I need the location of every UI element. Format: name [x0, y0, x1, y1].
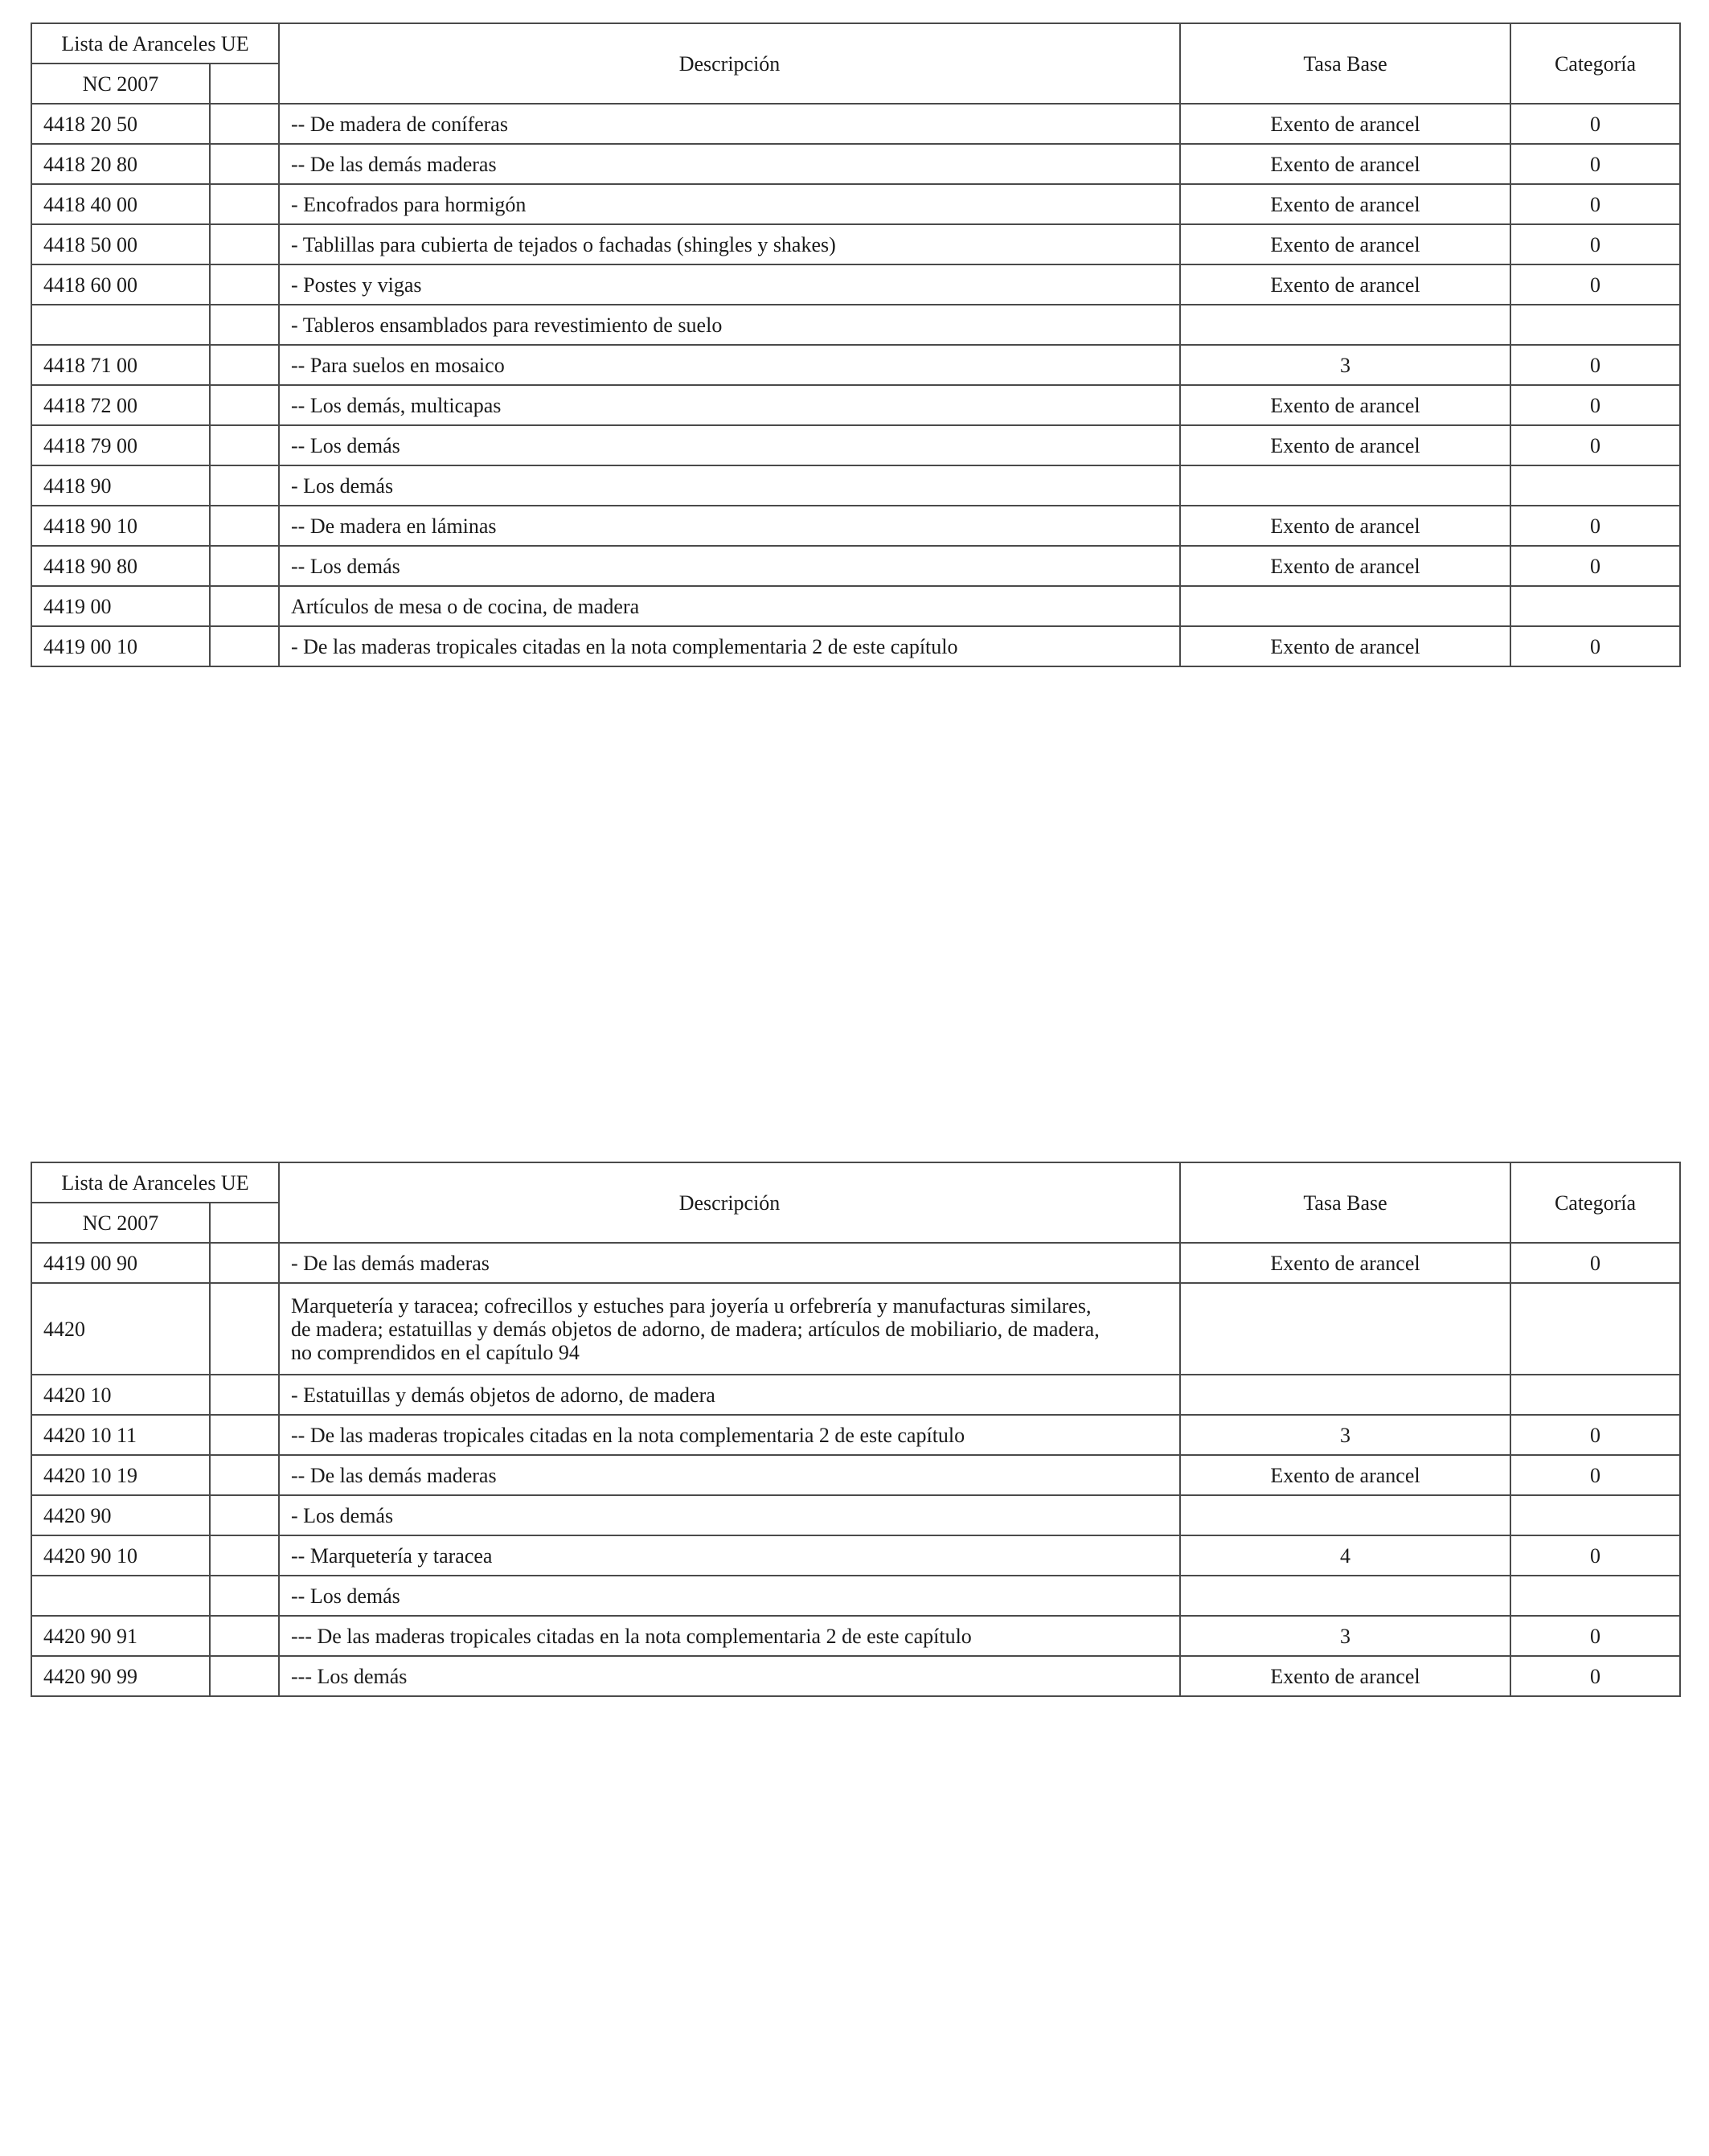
description-cell: Artículos de mesa o de cocina, de madera	[279, 586, 1180, 626]
blank-cell	[210, 546, 279, 586]
nc-code-cell: 4418 50 00	[31, 224, 210, 264]
categoria-cell	[1510, 586, 1680, 626]
tasa-base-cell: 3	[1180, 1415, 1510, 1455]
tasa-base-cell: Exento de arancel	[1180, 264, 1510, 305]
tariff-table-1	[31, 23, 1681, 667]
nc-code-cell	[31, 1576, 210, 1616]
blank-cell	[210, 626, 279, 666]
table-row	[31, 1455, 1680, 1495]
header-nc-2007: NC 2007	[31, 64, 210, 104]
table-row	[31, 1535, 1680, 1576]
blank-cell	[210, 1576, 279, 1616]
categoria-cell: 0	[1510, 144, 1680, 184]
nc-code-cell: 4419 00	[31, 586, 210, 626]
description-cell: -- Los demás	[279, 425, 1180, 465]
blank-cell	[210, 184, 279, 224]
header-row	[31, 23, 1680, 64]
header-tasa-base: Tasa Base	[1180, 23, 1510, 104]
tariff-table-1-body	[31, 23, 1680, 666]
categoria-cell: 0	[1510, 506, 1680, 546]
nc-code-cell: 4418 40 00	[31, 184, 210, 224]
tasa-base-cell	[1180, 586, 1510, 626]
description-cell: - Postes y vigas	[279, 264, 1180, 305]
description-cell: -- De las demás maderas	[279, 1455, 1180, 1495]
nc-code-cell: 4418 60 00	[31, 264, 210, 305]
tasa-base-cell	[1180, 465, 1510, 506]
nc-code-cell: 4418 79 00	[31, 425, 210, 465]
tasa-base-cell: Exento de arancel	[1180, 425, 1510, 465]
blank-cell	[210, 586, 279, 626]
nc-code-cell: 4418 20 50	[31, 104, 210, 144]
nc-code-cell: 4420 10 11	[31, 1415, 210, 1455]
tasa-base-cell: Exento de arancel	[1180, 1656, 1510, 1696]
table-row	[31, 1495, 1680, 1535]
categoria-cell: 0	[1510, 626, 1680, 666]
categoria-cell: 0	[1510, 345, 1680, 385]
table-row	[31, 1576, 1680, 1616]
nc-code-cell: 4420 10 19	[31, 1455, 210, 1495]
categoria-cell: 0	[1510, 1243, 1680, 1283]
table-row	[31, 1283, 1680, 1375]
description-cell: -- Los demás, multicapas	[279, 385, 1180, 425]
categoria-cell: 0	[1510, 385, 1680, 425]
blank-cell	[210, 104, 279, 144]
tasa-base-cell: Exento de arancel	[1180, 104, 1510, 144]
nc-code-cell: 4418 90 10	[31, 506, 210, 546]
table-row	[31, 1375, 1680, 1415]
tasa-base-cell: Exento de arancel	[1180, 144, 1510, 184]
blank-cell	[210, 506, 279, 546]
tasa-base-cell: Exento de arancel	[1180, 224, 1510, 264]
categoria-cell	[1510, 465, 1680, 506]
header-group-cell: Lista de Aranceles UE	[31, 1162, 279, 1203]
table-row	[31, 425, 1680, 465]
table-row	[31, 1656, 1680, 1696]
table-row	[31, 305, 1680, 345]
tariff-table-2	[31, 1162, 1681, 1697]
description-cell: - Los demás	[279, 465, 1180, 506]
table-row	[31, 144, 1680, 184]
description-cell: -- De madera de coníferas	[279, 104, 1180, 144]
blank-cell	[210, 1535, 279, 1576]
categoria-cell	[1510, 1375, 1680, 1415]
tasa-base-cell: Exento de arancel	[1180, 1455, 1510, 1495]
tasa-base-cell	[1180, 1375, 1510, 1415]
header-group-cell: Lista de Aranceles UE	[31, 23, 279, 64]
description-cell: - Encofrados para hormigón	[279, 184, 1180, 224]
table-row	[31, 546, 1680, 586]
blank-cell	[210, 1455, 279, 1495]
table-row	[31, 506, 1680, 546]
description-cell: -- De las demás maderas	[279, 144, 1180, 184]
nc-code-cell: 4420 90 99	[31, 1656, 210, 1696]
description-cell: -- Los demás	[279, 546, 1180, 586]
blank-cell	[210, 1283, 279, 1375]
table-row	[31, 104, 1680, 144]
nc-code-cell: 4419 00 10	[31, 626, 210, 666]
categoria-cell: 0	[1510, 184, 1680, 224]
table-row	[31, 345, 1680, 385]
table-row	[31, 1415, 1680, 1455]
blank-cell	[210, 264, 279, 305]
tasa-base-cell: Exento de arancel	[1180, 184, 1510, 224]
categoria-cell	[1510, 1576, 1680, 1616]
table-row	[31, 385, 1680, 425]
description-cell: -- De las maderas tropicales citadas en la nota complementaria 2 de este capítulo	[279, 1415, 1180, 1455]
tasa-base-cell: Exento de arancel	[1180, 385, 1510, 425]
tasa-base-cell	[1180, 305, 1510, 345]
categoria-cell	[1510, 1283, 1680, 1375]
nc-code-cell: 4420 90 91	[31, 1616, 210, 1656]
blank-cell	[210, 385, 279, 425]
description-cell: - Tableros ensamblados para revestimiento de suelo	[279, 305, 1180, 345]
description-cell: -- Marquetería y taracea	[279, 1535, 1180, 1576]
categoria-cell: 0	[1510, 1616, 1680, 1656]
blank-cell	[210, 1656, 279, 1696]
description-cell: -- Para suelos en mosaico	[279, 345, 1180, 385]
description-cell: -- Los demás	[279, 1576, 1180, 1616]
nc-code-cell: 4418 20 80	[31, 144, 210, 184]
tasa-base-cell: 3	[1180, 345, 1510, 385]
header-row	[31, 1162, 1680, 1203]
nc-code-cell: 4420 90	[31, 1495, 210, 1535]
categoria-cell	[1510, 1495, 1680, 1535]
header-tasa-base: Tasa Base	[1180, 1162, 1510, 1243]
tasa-base-cell	[1180, 1495, 1510, 1535]
table-row	[31, 1243, 1680, 1283]
table-row	[31, 264, 1680, 305]
table-row	[31, 626, 1680, 666]
categoria-cell: 0	[1510, 546, 1680, 586]
tasa-base-cell	[1180, 1576, 1510, 1616]
nc-code-cell: 4418 90 80	[31, 546, 210, 586]
description-cell: - Los demás	[279, 1495, 1180, 1535]
header-descripcion: Descripción	[279, 23, 1180, 104]
nc-code-cell: 4418 90	[31, 465, 210, 506]
nc-code-cell: 4420 10	[31, 1375, 210, 1415]
categoria-cell: 0	[1510, 104, 1680, 144]
table-row	[31, 1616, 1680, 1656]
blank-cell	[210, 1415, 279, 1455]
blank-cell	[210, 1495, 279, 1535]
header-categoria: Categoría	[1510, 1162, 1680, 1243]
blank-cell	[210, 144, 279, 184]
categoria-cell: 0	[1510, 1535, 1680, 1576]
tasa-base-cell: 3	[1180, 1616, 1510, 1656]
blank-cell	[210, 305, 279, 345]
tasa-base-cell: Exento de arancel	[1180, 626, 1510, 666]
tasa-base-cell: Exento de arancel	[1180, 1243, 1510, 1283]
table-row	[31, 465, 1680, 506]
categoria-cell: 0	[1510, 425, 1680, 465]
tasa-base-cell: Exento de arancel	[1180, 506, 1510, 546]
description-cell: - Tablillas para cubierta de tejados o fachadas (shingles y shakes)	[279, 224, 1180, 264]
blank-cell	[210, 345, 279, 385]
header-descripcion: Descripción	[279, 1162, 1180, 1243]
nc-code-cell: 4420	[31, 1283, 210, 1375]
blank-cell	[210, 1243, 279, 1283]
categoria-cell	[1510, 305, 1680, 345]
tasa-base-cell: 4	[1180, 1535, 1510, 1576]
description-cell: - Estatuillas y demás objetos de adorno, de madera	[279, 1375, 1180, 1415]
tasa-base-cell	[1180, 1283, 1510, 1375]
header-categoria: Categoría	[1510, 23, 1680, 104]
tariff-table-2-body	[31, 1162, 1680, 1696]
description-line: Marquetería y taracea; cofrecillos y estuches para joyería u orfebrería y manufacturas similares,	[291, 1293, 1092, 1318]
description-cell	[279, 1283, 1180, 1375]
categoria-cell: 0	[1510, 1656, 1680, 1696]
categoria-cell: 0	[1510, 264, 1680, 305]
categoria-cell: 0	[1510, 224, 1680, 264]
description-cell: - De las maderas tropicales citadas en la nota complementaria 2 de este capítulo	[279, 626, 1180, 666]
blank-cell	[210, 1616, 279, 1656]
nc-code-cell: 4420 90 10	[31, 1535, 210, 1576]
description-line: no comprendidos en el capítulo 94	[291, 1340, 580, 1364]
blank-cell	[210, 425, 279, 465]
blank-cell	[210, 1375, 279, 1415]
description-cell: --- De las maderas tropicales citadas en la nota complementaria 2 de este capítulo	[279, 1616, 1180, 1656]
categoria-cell: 0	[1510, 1415, 1680, 1455]
blank-cell	[210, 224, 279, 264]
description-cell: -- De madera en láminas	[279, 506, 1180, 546]
description-line: de madera; estatuillas y demás objetos de adorno, de madera; artículos de mobiliario, de madera,	[291, 1317, 1100, 1341]
header-nc-2007: NC 2007	[31, 1203, 210, 1243]
description-cell: - De las demás maderas	[279, 1243, 1180, 1283]
description-cell: --- Los demás	[279, 1656, 1180, 1696]
nc-code-cell	[31, 305, 210, 345]
header-empty-cell	[210, 64, 279, 104]
tasa-base-cell: Exento de arancel	[1180, 546, 1510, 586]
table-row	[31, 224, 1680, 264]
categoria-cell: 0	[1510, 1455, 1680, 1495]
nc-code-cell: 4418 71 00	[31, 345, 210, 385]
table-row	[31, 184, 1680, 224]
nc-code-cell: 4418 72 00	[31, 385, 210, 425]
blank-cell	[210, 465, 279, 506]
header-empty-cell	[210, 1203, 279, 1243]
nc-code-cell: 4419 00 90	[31, 1243, 210, 1283]
table-row	[31, 586, 1680, 626]
